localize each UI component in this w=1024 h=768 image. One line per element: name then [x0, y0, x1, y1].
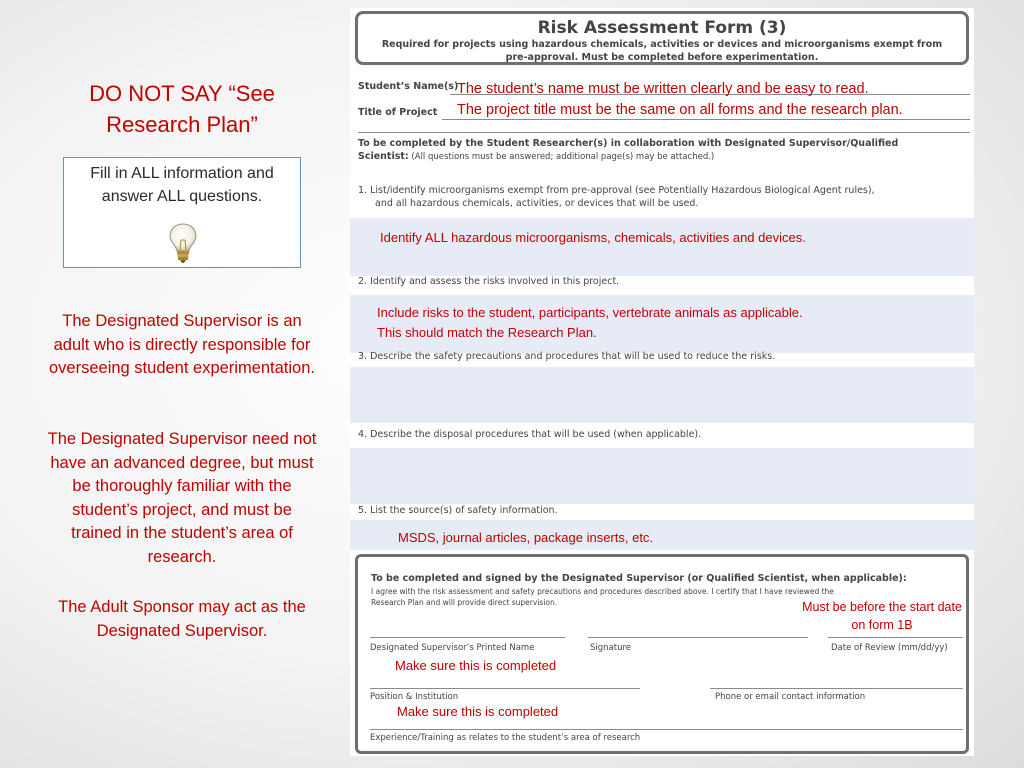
lightbulb-icon — [168, 222, 198, 264]
sign-agreement-line2: Research Plan and will provide direct supervision. — [371, 598, 558, 607]
form-subtitle-line1: Required for projects using hazardous chemicals, activities or devices and microorganisms exempt from — [381, 39, 943, 50]
q3-answer-area[interactable] — [350, 367, 974, 423]
risk-assessment-form — [350, 8, 974, 756]
form-title: Risk Assessment Form (3) — [537, 18, 787, 38]
question-5: 5. List the source(s) of safety information. — [358, 505, 558, 516]
date-of-review-label: Date of Review (mm/dd/yy) — [831, 643, 948, 653]
position-annotation: Make sure this is completed — [395, 658, 557, 673]
adult-sponsor-note: The Adult Sponsor may act as the Designated Supervisor. — [58, 598, 306, 640]
tip-box — [63, 157, 301, 268]
title-of-project-label: Title of Project — [358, 107, 438, 118]
question-1-line1: 1. List/identify microorganisms exempt from pre-approval (see Potentially Hazardous Biological Agent rules), — [358, 185, 875, 196]
q2-annotation: Include risks to the student, participants, vertebrate animals as applicable. This should match the Research Plan. — [377, 305, 803, 340]
date-of-review-field[interactable] — [828, 637, 963, 638]
q1-answer-area[interactable] — [350, 218, 974, 276]
question-1-line2: and all hazardous chemicals, activities, or devices that will be used. — [375, 198, 699, 209]
question-3: 3. Describe the safety precautions and procedures that will be used to reduce the risks. — [358, 351, 776, 362]
name-annotation — [457, 79, 972, 121]
form-header — [355, 11, 969, 65]
supervisor-signature-section — [355, 554, 969, 754]
completed-by-line1: To be completed by the Student Researcher(s) in collaboration with Designated Supervisor/Qualified — [358, 138, 899, 149]
sign-section-title: To be completed and signed by the Designated Supervisor (or Qualified Scientist, when applicable): — [371, 573, 907, 584]
question-4: 4. Describe the disposal procedures that will be used (when applicable). — [358, 429, 702, 440]
phone-email-label: Phone or email contact information — [715, 692, 866, 702]
name-note: The student’s name must be written clearly and be easy to read. — [457, 81, 869, 97]
supervisor-requirements: The Designated Supervisor need not have an advanced degree, but must be thoroughly familiar with the student’s project, and must be trained in the student’s area of research. — [47, 430, 317, 566]
position-institution-field[interactable] — [370, 688, 640, 689]
signature-label: Signature — [590, 643, 632, 653]
signature-field[interactable] — [588, 637, 808, 638]
slide-title: DO NOT SAY “See Research Plan” — [89, 81, 275, 137]
supervisor-definition: The Designated Supervisor is an adult who is directly responsible for overseeing student experimentation. — [49, 312, 315, 377]
q1-annotation: Identify ALL hazardous microorganisms, chemicals, activities and devices. — [380, 230, 806, 245]
form-subtitle-line2: pre-approval. Must be completed before experimentation. — [505, 52, 819, 63]
printed-name-field[interactable] — [370, 637, 565, 638]
date-annotation: Must be before the start date on form 1B — [802, 600, 962, 632]
experience-training-label: Experience/Training as relates to the student’s area of research — [370, 733, 641, 743]
project-title-note: The project title must be the same on all forms and the research plan. — [457, 102, 903, 118]
completed-by-line2 — [358, 151, 714, 162]
position-institution-label: Position & Institution — [370, 692, 459, 702]
project-title-field-line2[interactable] — [358, 132, 970, 133]
experience-training-field[interactable] — [370, 729, 963, 730]
completed-by-instructions: (All questions must be answered; additional page(s) may be attached.) — [408, 152, 715, 162]
experience-annotation: Make sure this is completed — [397, 704, 559, 719]
students-name-label: Student’s Name(s) — [358, 81, 459, 92]
sign-agreement-line1: I agree with the risk assessment and safety precautions and procedures described above. I certify that I have reviewed the — [371, 587, 834, 596]
question-2: 2. Identify and assess the risks involved in this project. — [358, 276, 620, 287]
tip-text: Fill in ALL information and answer ALL questions. — [90, 165, 274, 205]
phone-email-field[interactable] — [710, 688, 963, 689]
printed-name-label: Designated Supervisor’s Printed Name — [370, 643, 535, 653]
completed-by-scientist: Scientist: — [358, 151, 409, 162]
q5-annotation: MSDS, journal articles, package inserts, etc. — [398, 530, 654, 545]
q4-answer-area[interactable] — [350, 448, 974, 504]
